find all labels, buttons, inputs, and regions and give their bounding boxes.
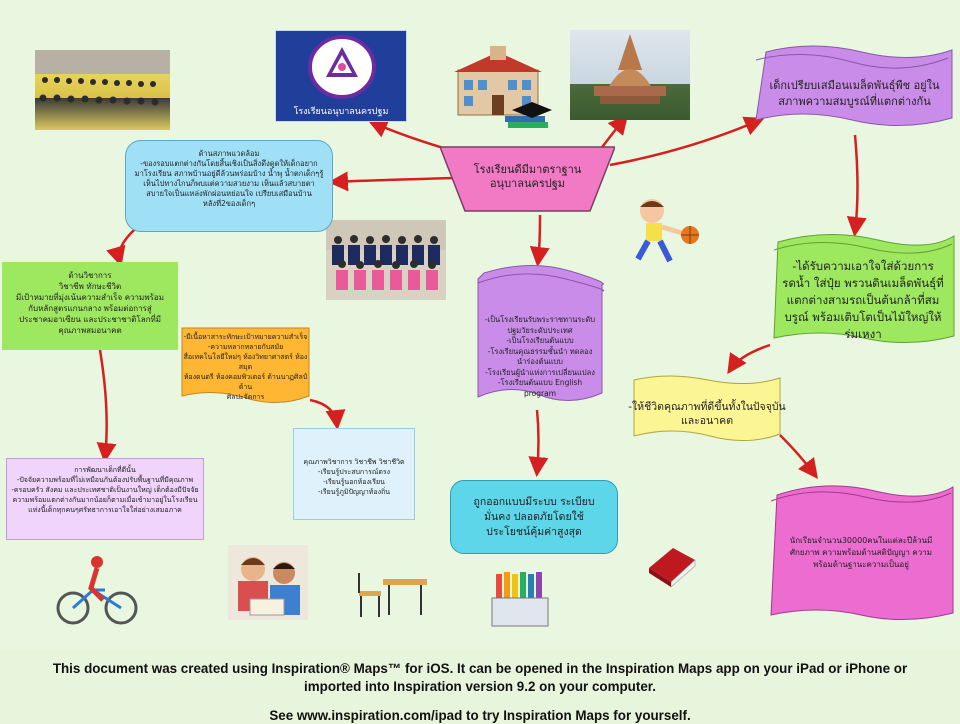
link-to-top-right bbox=[610, 120, 760, 165]
link-to-yellow bbox=[730, 345, 770, 370]
curriculum-text: -มีเนื้อหาสาระทักษะเป้าหมายความสำเร็จ -ความหลากหลายกับสมัย สื่อเทคโนโลยีใหม่ๆ ห้องวิทยาศาสตร์ ห้องสมุด ห้องดนตรี ห้องคอมพิวเตอร์ ด้านนาฏศิลป์ ด้าน ศิลปะจัดการ bbox=[183, 333, 308, 401]
footer-line-3: See www.inspiration.com/ipad to try Inspiration Maps for yourself. bbox=[269, 708, 691, 723]
achievements-node[interactable] bbox=[470, 255, 610, 415]
environment-text: ด้านสภาพแวดล้อม -ของรอบแตกต่างกันโดยสิ้นเชิงเป็นสิ่งดึงดูดให้เด็กอยาก มาโรงเรียน สภาพบ้านอยู่ดีล้วนพร่อมบ้าง น้ำพุ น้ำตกเด็กๆรู้ เห็นไปทางไกนก็พบแต่ความสวยงาม เห็นแล้วสบายตา สบายใจเป็นแหล่งพักผ่อนหย่อนใจ เปรียบเสมือนบ้าน หลังที่2ของเด็กๆ bbox=[134, 149, 324, 208]
children-reading-photo bbox=[228, 545, 308, 620]
link-to-environment bbox=[333, 178, 455, 182]
child-development-text: การพัฒนาเด็กที่ดีนั้น -ปัจจัยความพร้อมที่ไม่เหมือนกันต้องปรับพื้นฐานที่มีคุณภาพ -ครอบครัว สังคม และประเทศชาติเป็นงานใหญ่ เด็กต้องมีปัจจัย ความพร้อมแตกต่างกันมากน้อยก็ตามเมื่อเข้ามาอยู่ในโรงเรียน แห่งนี้เด็กทุกคนๆศรัทธาการเอาใจใส่อย่างเสมอภาค bbox=[11, 466, 199, 514]
environment-node[interactable] bbox=[125, 140, 333, 232]
link-to-cyan bbox=[537, 410, 539, 472]
central-topic-label: โรงเรียนดีมีมาตราฐาน อนุบาลนครปฐม bbox=[473, 163, 582, 190]
child-development-node[interactable] bbox=[6, 458, 204, 540]
school-building-icon bbox=[450, 40, 555, 135]
footer-line-2: imported into Inspiration version 9.2 on your computer. bbox=[304, 679, 656, 694]
central-topic-node[interactable] bbox=[440, 145, 615, 213]
link-to-logo bbox=[372, 122, 450, 150]
learning-quality-text: คุณภาพวิชาการ วิชาชีพ วิชาชีวิต -เรียนรู้ประสบการณ์ตรง -เรียนรู้นอกห้องเรียน -เรียนรู้ภูมิปัญญาท้องถิ่น bbox=[303, 458, 405, 496]
nurturing-text: -ได้รับความเอาใจใส่ด้วยการ รดน้ำ ใส่ปุ๋ย พรวนดินเมล็ดพันธุ์ที่ แตกต่างสามรถเป็นต้นกล้าที่สม บรูณ์ พร้อมเติบโตเป็นไม้ใหญ่ให้ ร่มเหงา bbox=[782, 259, 944, 341]
quality-life-node[interactable] bbox=[628, 370, 786, 448]
nurturing-node[interactable] bbox=[768, 226, 958, 348]
link-from-top-right bbox=[855, 135, 858, 232]
crayons-box-icon bbox=[490, 568, 550, 628]
academic-text: ด้านวิชาการ วิชาชีพ ทักษะชีวิต มีเป้าหมายที่มุ่งเน้นความสำเร็จ ความพร้อม กับหลักสูตรแกนกลาง พร้อมต่อการสู่ ประชาคมอาเซียน และประชาชาติโลกที่มี คุณภาพสมอนาคต bbox=[16, 271, 164, 335]
temple-photo bbox=[570, 30, 690, 120]
link-to-lavender-left bbox=[100, 350, 107, 458]
learning-quality-node[interactable] bbox=[293, 428, 415, 520]
design-text: ถูกออกแบบมีระบบ ระเบียบ มั่นคง ปลอดภัยโดยใช้ ประโยชน์คุ้มค่าสูงสุด bbox=[473, 496, 595, 538]
curriculum-node[interactable] bbox=[178, 322, 313, 407]
academic-node[interactable] bbox=[2, 262, 178, 350]
students-potential-node[interactable] bbox=[765, 475, 957, 625]
seed-metaphor-node[interactable] bbox=[752, 40, 957, 130]
students-potential-text: นักเรียนจำนวน30000คนในแต่ละปีล้วนมี ศักยภาพ ความพร้อมด้านสติปัญญา ความ พร้อมด้านฐานะความเป็นอยู่ bbox=[789, 536, 933, 569]
link-to-lightblue bbox=[310, 400, 337, 425]
quality-life-text: -ให้ชีวิตคุณภาพที่ดีขึ้นทั้งในปัจจุบัน และอนาคต bbox=[628, 401, 786, 427]
school-logo-caption: โรงเรียนอนุบาลนครปฐม bbox=[293, 107, 389, 117]
school-desk-icon bbox=[355, 565, 430, 620]
red-book-icon bbox=[645, 540, 700, 588]
seed-metaphor-text: เด็กเปรียบเสมือนเมล็ดพันธุ์พืช อยู่ใน สภาพความสมบูรณ์ที่แตกต่างกัน bbox=[769, 79, 940, 108]
cyclist-icon bbox=[55, 550, 140, 630]
basketball-boy-icon bbox=[630, 195, 710, 270]
students-assembly-photo bbox=[35, 50, 170, 130]
footer-line-1: This document was created using Inspiration® Maps™ for iOS. It can be opened in the Inspiration Maps app on your iPad or iPhone or bbox=[52, 661, 908, 676]
children-group-photo bbox=[326, 220, 446, 300]
school-logo-image bbox=[275, 30, 407, 122]
design-node[interactable] bbox=[450, 480, 618, 554]
achievements-text: -เป็นโรงเรียนรับพระราชทานระดับ ปฐมวัยระดับประเทศ -เป็นโรงเรียนต้นแบบ -โรงเรียนคุณธรรมชั้นนำ ทดลอง นำร่องต้นแบบ -โรงเรียนผู้นำแห่งการเปลี่ยนแปลง -โรงเรียนต้นแบบ English program bbox=[484, 315, 596, 398]
